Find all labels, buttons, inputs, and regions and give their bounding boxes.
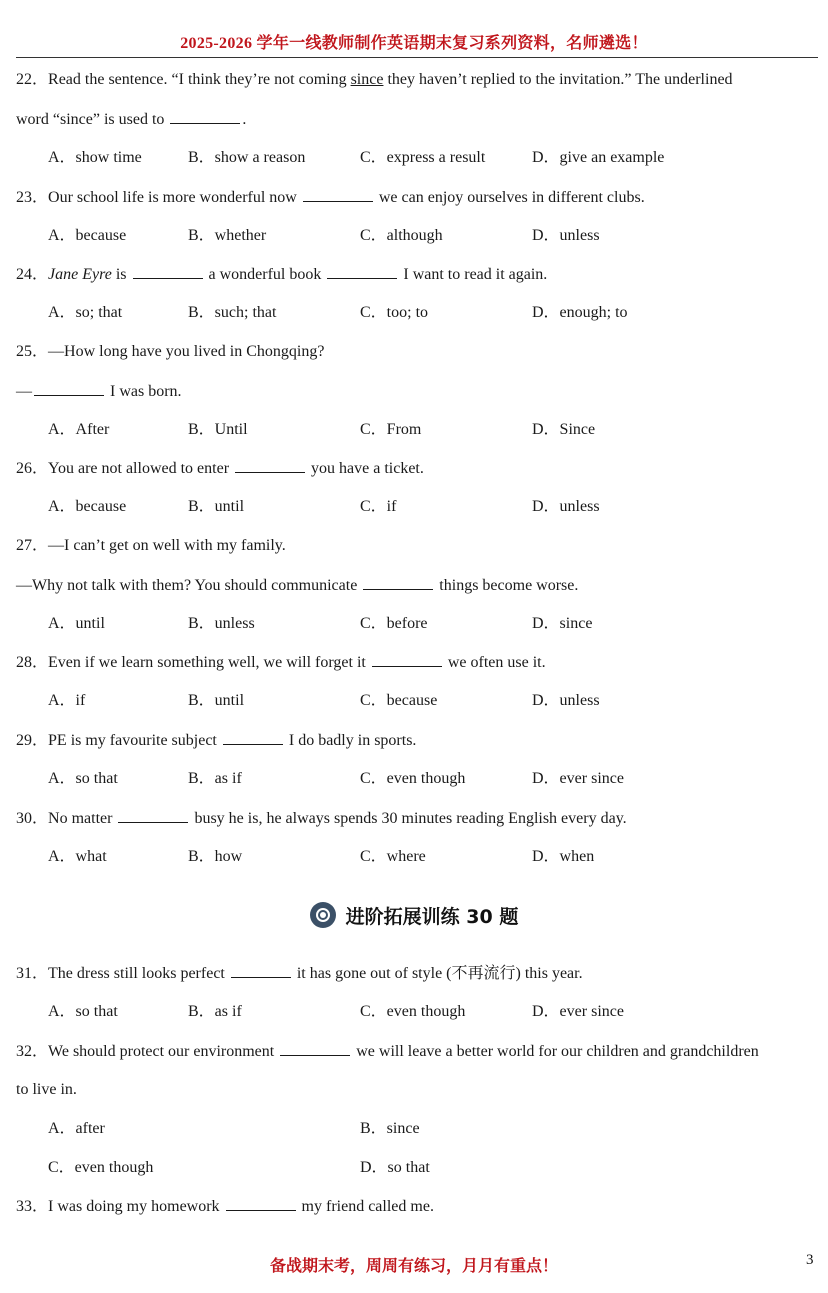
question-text: my friend called me. xyxy=(297,1198,434,1215)
question-24 xyxy=(16,264,547,285)
question-text: We should protect our environment xyxy=(48,1043,279,1060)
option-c: C．although xyxy=(360,227,443,244)
answer-blank xyxy=(170,109,240,124)
question-27 xyxy=(16,536,286,556)
question-number: 30． xyxy=(16,810,49,827)
question-text: Even if we learn something well, we will forget it xyxy=(48,654,370,671)
question-text: —I can’t get on well with my family. xyxy=(48,537,286,554)
question-text: we can enjoy ourselves in different clubs. xyxy=(374,189,645,206)
question-text: busy he is, he always spends 30 minutes reading English every day. xyxy=(190,810,627,827)
question-text: a wonderful book xyxy=(204,266,326,283)
question-text: —Why not talk with them? You should communicate xyxy=(16,577,362,594)
option-d: D．unless xyxy=(532,227,600,244)
question-text: word “since” is used to xyxy=(16,111,169,128)
question-number: 29． xyxy=(16,732,49,749)
question-text: is xyxy=(111,266,131,283)
page-header: 2025-2026 学年一线教师制作英语期末复习系列资料，名师遴选！ xyxy=(180,35,648,52)
question-text: things become worse. xyxy=(435,577,579,594)
question-25 xyxy=(16,342,324,362)
question-text: —How long have you lived in Chongqing? xyxy=(48,343,325,360)
option-c: C．even though xyxy=(360,770,466,787)
header-rule xyxy=(16,57,818,58)
option-d: D．give an example xyxy=(532,149,665,166)
question-text: Our school life is more wonderful now xyxy=(48,189,301,206)
option-b: B．how xyxy=(188,848,243,865)
question-22-line2 xyxy=(16,109,246,130)
option-c: C．where xyxy=(360,848,426,865)
question-text: — xyxy=(16,383,32,400)
question-number: 33． xyxy=(16,1198,49,1215)
question-text: you have a ticket. xyxy=(307,460,424,477)
option-b: B．until xyxy=(188,692,245,709)
answer-blank xyxy=(133,264,203,279)
option-a: A．After xyxy=(48,421,110,438)
question-text: it has gone out of style (不再流行) this year. xyxy=(292,965,583,982)
question-number: 25． xyxy=(16,343,49,360)
section-title: 进阶拓展训练 30 题 xyxy=(345,905,519,928)
option-a: A．because xyxy=(48,227,127,244)
question-text: we will leave a better world for our children and grandchildren xyxy=(352,1043,759,1060)
option-d: D．unless xyxy=(532,692,600,709)
answer-blank xyxy=(235,458,305,473)
option-c: C．express a result xyxy=(360,149,486,166)
option-a: A．if xyxy=(48,692,86,709)
page-footer: 备战期末考，周周有练习，月月有重点！ xyxy=(269,1258,558,1275)
question-text: I was born. xyxy=(106,383,182,400)
option-d: D．ever since xyxy=(532,1003,624,1020)
question-text: The dress still looks perfect xyxy=(48,965,229,982)
answer-blank xyxy=(303,187,373,202)
page-number: 3 xyxy=(806,1252,814,1268)
underlined-word: since xyxy=(350,71,384,88)
question-text: I was doing my homework xyxy=(48,1198,224,1215)
option-a: A．what xyxy=(48,848,107,865)
question-text: No matter xyxy=(48,810,117,827)
option-a: A．so that xyxy=(48,770,118,787)
option-d: D．ever since xyxy=(532,770,624,787)
question-33 xyxy=(16,1196,434,1217)
book-title: Jane Eyre xyxy=(48,266,112,283)
answer-blank xyxy=(363,575,433,590)
question-number: 31． xyxy=(16,965,49,982)
question-29 xyxy=(16,730,416,751)
question-text: Read the sentence. “I think they’re not coming xyxy=(48,71,351,88)
option-c: C．even though xyxy=(360,1003,466,1020)
answer-blank xyxy=(280,1041,350,1056)
question-26 xyxy=(16,458,424,479)
option-b: B．Until xyxy=(188,421,248,438)
question-number: 27． xyxy=(16,537,49,554)
option-c: C．if xyxy=(360,498,397,515)
question-28 xyxy=(16,652,546,673)
question-number: 28． xyxy=(16,654,49,671)
question-30 xyxy=(16,808,627,829)
question-number: 32． xyxy=(16,1043,49,1060)
question-text: I do badly in sports. xyxy=(284,732,417,749)
option-c: C．before xyxy=(360,615,428,632)
option-b: B．unless xyxy=(188,615,255,632)
option-c: C．too; to xyxy=(360,304,429,321)
answer-blank xyxy=(327,264,397,279)
answer-blank xyxy=(118,808,188,823)
option-b: B．whether xyxy=(188,227,267,244)
answer-blank xyxy=(34,381,104,396)
option-b: B．since xyxy=(360,1120,420,1137)
question-text: . xyxy=(242,111,247,128)
answer-blank xyxy=(231,963,291,978)
option-b: B．as if xyxy=(188,770,242,787)
option-a: A．show time xyxy=(48,149,142,166)
question-23 xyxy=(16,187,645,208)
question-25-line2 xyxy=(16,381,182,402)
answer-blank xyxy=(226,1196,296,1211)
option-a: A．after xyxy=(48,1120,105,1137)
question-31 xyxy=(16,963,583,984)
option-d: D．enough; to xyxy=(532,304,628,321)
option-b: B．show a reason xyxy=(188,149,306,166)
question-number: 23． xyxy=(16,189,49,206)
option-c: C．because xyxy=(360,692,438,709)
option-a: A．so; that xyxy=(48,304,123,321)
option-b: B．as if xyxy=(188,1003,242,1020)
question-number: 22． xyxy=(16,71,49,88)
question-text: we often use it. xyxy=(443,654,546,671)
question-22 xyxy=(16,70,733,90)
question-27-line2 xyxy=(16,575,578,596)
option-d: D．Since xyxy=(532,421,596,438)
answer-blank xyxy=(372,652,442,667)
option-a: A．so that xyxy=(48,1003,118,1020)
question-32 xyxy=(16,1041,759,1062)
option-c: C．even though xyxy=(48,1159,154,1176)
question-text: You are not allowed to enter xyxy=(48,460,234,477)
question-number: 24． xyxy=(16,266,49,283)
option-d: D．unless xyxy=(532,498,600,515)
target-icon xyxy=(310,902,336,928)
option-b: B．until xyxy=(188,498,245,515)
question-number: 26． xyxy=(16,460,49,477)
option-d: D．so that xyxy=(360,1159,430,1176)
option-c: C．From xyxy=(360,421,422,438)
question-32-line2: to live in. xyxy=(16,1081,77,1098)
option-a: A．until xyxy=(48,615,105,632)
answer-blank xyxy=(223,730,283,745)
option-b: B．such; that xyxy=(188,304,277,321)
question-text: they haven’t replied to the invitation.” The underlined xyxy=(383,71,733,88)
option-d: D．since xyxy=(532,615,593,632)
option-d: D．when xyxy=(532,848,595,865)
question-text: PE is my favourite subject xyxy=(48,732,221,749)
section-heading xyxy=(0,900,828,930)
option-a: A．because xyxy=(48,498,127,515)
question-text: I want to read it again. xyxy=(399,266,548,283)
